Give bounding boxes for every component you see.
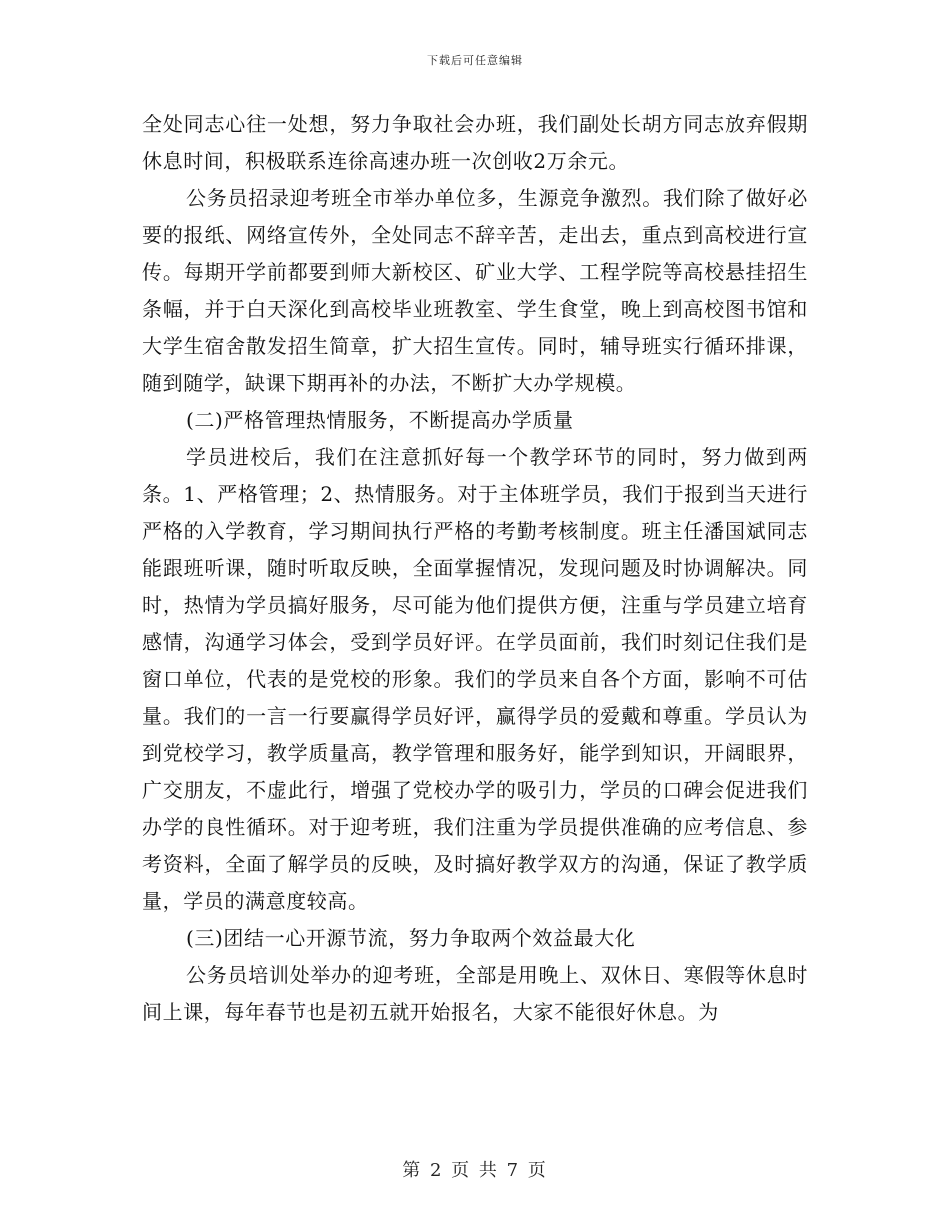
paragraph-management: 学员进校后，我们在注意抓好每一个教学环节的同时，努力做到两条。1、严格管理；2、热情服务。对于主体班学员，我们于报到当天进行严格的入学教育，学习期间执行严格的考勤考核制度。班主任潘国斌同志能跟班听课，随时听取反映，全面掌握情况，发现问题及时协调解决。同时，热情为学员搞好服务，尽可能为他们提供方便，注重与学员建立培育感情，沟通学习体会，受到学员好评。在学员面前，我们时刻记住我们是窗口单位，代表的是党校的形象。我们的学员来自各个方面，影响不可估量。我们的一言一行要赢得学员好评，赢得学员的爱戴和尊重。学员认为到党校学习，教学质量高，教学管理和服务好，能学到知识，开阔眼界，广交朋友，不虚此行，增强了党校办学的吸引力，学员的口碑会促进我们办学的良性循环。对于迎考班，我们注重为学员提供准确的应考信息、参考资料，全面了解学员的反映，及时搞好教学双方的沟通，保证了教学质量，学员的满意度较高。 <box>142 445 808 913</box>
page-footer: 第 2 页 共 7 页 <box>402 1160 548 1181</box>
document-body <box>142 106 808 1031</box>
section-heading-3: (三)团结一心开源节流，努力争取两个效益最大化 <box>186 926 636 950</box>
paragraph-training: 公务员培训处举办的迎考班，全部是用晚上、双休日、寒假等休息时间上课，每年春节也是初五就开始报名，大家不能很好休息。为 <box>142 963 808 1024</box>
page-header: 下载后可任意编辑 <box>427 54 523 67</box>
paragraph-continued: 全处同志心往一处想，努力争取社会办班，我们副处长胡方同志放弃假期休息时间，积极联系连徐高速办班一次创收2万余元。 <box>142 112 808 173</box>
section-heading-2: (二)严格管理热情服务，不断提高办学质量 <box>186 408 574 432</box>
paragraph-recruitment: 公务员招录迎考班全市举办单位多，生源竞争激烈。我们除了做好必要的报纸、网络宣传外，全处同志不辞辛苦，走出去，重点到高校进行宣传。每期开学前都要到师大新校区、矿业大学、工程学院等高校悬挂招生条幅，并于白天深化到高校毕业班教室、学生食堂，晚上到高校图书馆和大学生宿舍散发招生简章，扩大招生宣传。同时，辅导班实行循环排课，随到随学，缺课下期再补的办法，不断扩大办学规模。 <box>142 186 808 395</box>
